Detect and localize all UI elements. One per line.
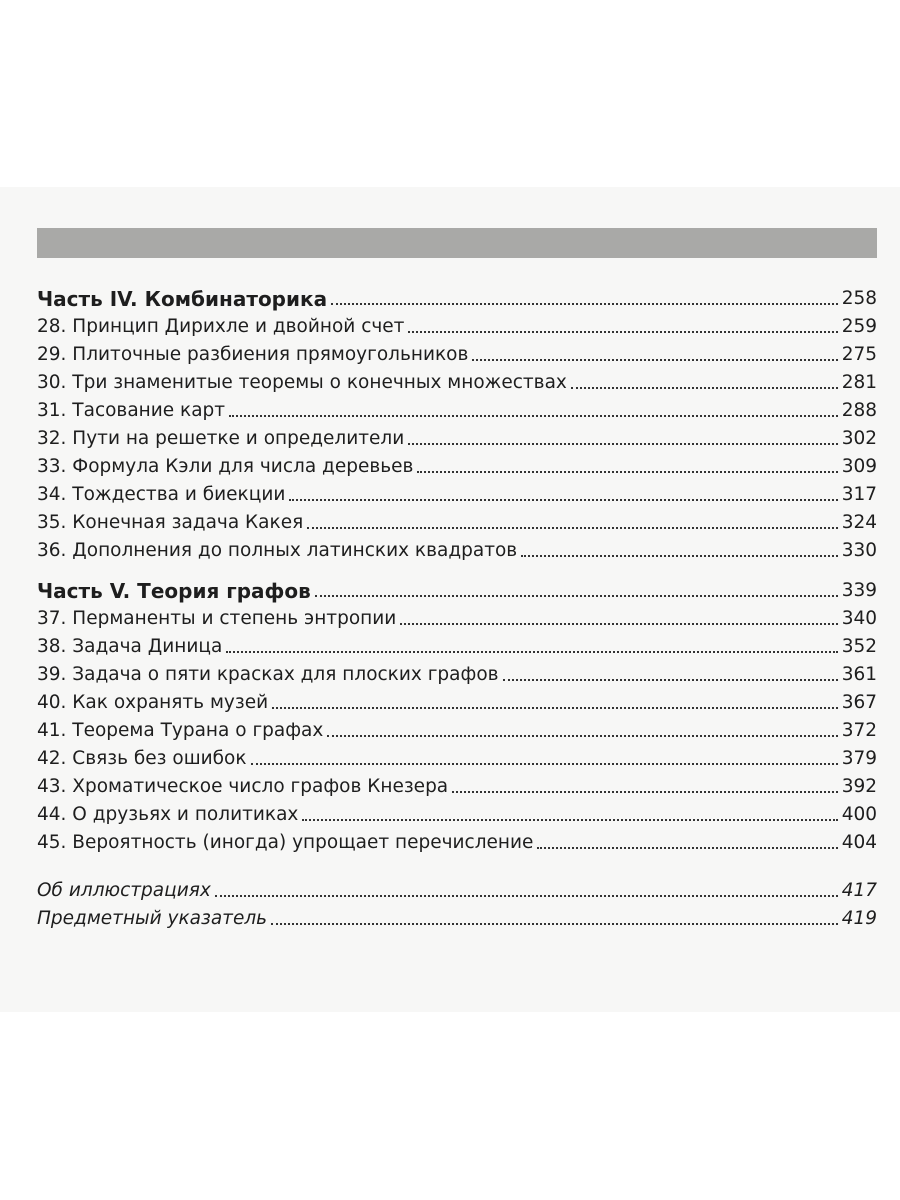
dot-leader: [400, 623, 837, 625]
part-title: Часть V. Теория графов: [37, 579, 311, 603]
part-title: Часть IV. Комбинаторика: [37, 287, 328, 311]
chapter-title: 45. Вероятность (иногда) упрощает перечисление: [37, 832, 534, 853]
page-number: 372: [841, 720, 877, 741]
toc-row: [37, 506, 877, 534]
toc-row: [37, 630, 877, 658]
toc-row: [37, 450, 877, 478]
page-number: 419: [841, 908, 877, 929]
page-number: 361: [841, 664, 877, 685]
toc-part-row: [37, 280, 877, 310]
page-number: 339: [841, 580, 877, 601]
toc-row: [37, 770, 877, 798]
chapter-title: 43. Хроматическое число графов Кнезера: [37, 776, 449, 797]
appendix-title: Предметный указатель: [37, 908, 268, 929]
chapter-title: 33. Формула Кэли для числа деревьев: [37, 456, 414, 477]
page-number: 417: [841, 880, 877, 901]
page-number: 275: [841, 344, 877, 365]
toc-row: [37, 422, 877, 450]
chapter-title: 34. Тождества и биекции: [37, 484, 286, 505]
dot-leader: [408, 443, 837, 445]
toc-row: [37, 686, 877, 714]
dot-leader: [307, 527, 837, 529]
toc-row: [37, 742, 877, 770]
page-number: 259: [841, 316, 877, 337]
dot-leader: [272, 707, 838, 709]
chapter-title: 31. Тасование карт: [37, 400, 226, 421]
page-number: 379: [841, 748, 877, 769]
appendix-title: Об иллюстрациях: [37, 880, 211, 901]
dot-leader: [503, 679, 838, 681]
toc-row: [37, 714, 877, 742]
page-number: 330: [841, 540, 877, 561]
dot-leader: [417, 471, 837, 473]
page-number: 302: [841, 428, 877, 449]
toc-appendix-row: [37, 902, 877, 930]
dot-leader: [452, 791, 838, 793]
page-number: 288: [841, 400, 877, 421]
toc-row: [37, 826, 877, 854]
page-number: 404: [841, 832, 877, 853]
page-number: 317: [841, 484, 877, 505]
dot-leader: [327, 735, 837, 737]
chapter-title: 42. Связь без ошибок: [37, 748, 247, 769]
page-number: 281: [841, 372, 877, 393]
page-number: 400: [841, 804, 877, 825]
toc-row: [37, 602, 877, 630]
dot-leader: [229, 415, 838, 417]
toc-row: [37, 394, 877, 422]
chapter-title: 39. Задача о пяти красках для плоских графов: [37, 664, 499, 685]
dot-leader: [302, 819, 837, 821]
chapter-title: 35. Конечная задача Какея: [37, 512, 304, 533]
page-number: 309: [841, 456, 877, 477]
chapter-title: 38. Задача Диница: [37, 636, 223, 657]
toc-part-row: [37, 572, 877, 602]
table-of-contents: [37, 280, 877, 930]
toc-appendix-row: [37, 874, 877, 902]
dot-leader: [289, 499, 837, 501]
dot-leader: [537, 847, 837, 849]
chapter-title: 29. Плиточные разбиения прямоугольников: [37, 344, 469, 365]
dot-leader: [226, 651, 837, 653]
chapter-title: 41. Теорема Турана о графах: [37, 720, 324, 741]
chapter-title: 30. Три знаменитые теоремы о конечных множествах: [37, 372, 567, 393]
toc-row: [37, 310, 877, 338]
dot-leader: [315, 595, 838, 597]
chapter-title: 44. О друзьях и политиках: [37, 804, 299, 825]
dot-leader: [215, 895, 838, 897]
chapter-title: 28. Принцип Дирихле и двойной счет: [37, 316, 405, 337]
dot-leader: [571, 387, 838, 389]
page-number: 258: [841, 288, 877, 309]
toc-row: [37, 478, 877, 506]
toc-row: [37, 366, 877, 394]
dot-leader: [408, 331, 837, 333]
page-number: 324: [841, 512, 877, 533]
chapter-title: 37. Перманенты и степень энтропии: [37, 608, 397, 629]
page-number: 340: [841, 608, 877, 629]
dot-leader: [271, 923, 838, 925]
toc-row: [37, 798, 877, 826]
page-number: 392: [841, 776, 877, 797]
page-number: 352: [841, 636, 877, 657]
header-bar: [37, 228, 877, 258]
toc-row: [37, 658, 877, 686]
toc-row: [37, 534, 877, 562]
dot-leader: [521, 555, 837, 557]
dot-leader: [331, 303, 838, 305]
chapter-title: 40. Как охранять музей: [37, 692, 269, 713]
toc-row: [37, 338, 877, 366]
chapter-title: 36. Дополнения до полных латинских квадратов: [37, 540, 518, 561]
dot-leader: [251, 763, 838, 765]
dot-leader: [472, 359, 837, 361]
page-number: 367: [841, 692, 877, 713]
chapter-title: 32. Пути на решетке и определители: [37, 428, 405, 449]
